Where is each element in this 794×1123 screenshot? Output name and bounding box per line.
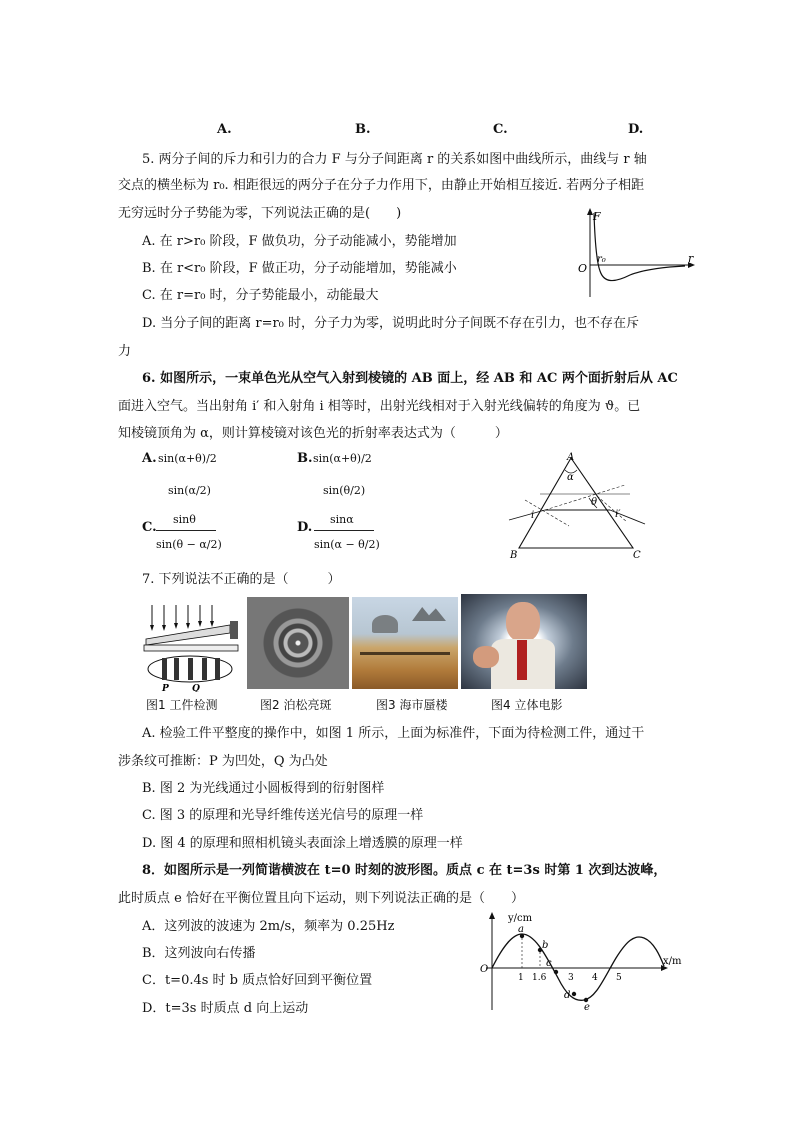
q7-option-b: B. 图 2 为光线通过小圆板得到的衍射图样 bbox=[142, 781, 385, 796]
q7-fig4-3d-movie-image bbox=[461, 594, 587, 689]
q6-prism-vertex-b: B bbox=[510, 550, 518, 561]
q8-graph-tick-1-6: 1.6 bbox=[532, 973, 547, 983]
q7-option-a-line1: A. 检验工件平整度的操作中，如图 1 所示，上面为标准件，下面为待检测工件，通过干 bbox=[142, 726, 645, 741]
q8-graph-point-c: c bbox=[546, 958, 552, 969]
q7-fig3-mirage-image bbox=[352, 597, 458, 689]
q8-graph-point-d: d bbox=[564, 990, 571, 1001]
q6-prism-alpha: α bbox=[567, 472, 574, 483]
q8-graph-point-b: b bbox=[542, 940, 549, 951]
q8-wave-graph bbox=[478, 908, 690, 1012]
q5-stem-line2: 交点的横坐标为 r₀. 相距很远的两分子在分子力作用下，由静止开始相互接近. 若两分子相距 bbox=[118, 178, 645, 193]
q5-stem-line3: 无穷远时分子势能为零，下列说法正确的是( ) bbox=[118, 206, 402, 221]
q8-graph-x-label: x/m bbox=[663, 956, 682, 967]
q7-fig1-caption: 图1 工件检测 bbox=[146, 698, 218, 712]
q7-fig1-workpiece-test bbox=[142, 597, 242, 692]
q8-stem-line1: 8．如图所示是一列简谐横波在 t=0 时刻的波形图。质点 c 在 t=3s 时第 1 次到达波峰， bbox=[142, 863, 667, 878]
q6-option-d-fraction-bar bbox=[314, 530, 374, 531]
q8-option-d: D．t=3s 时质点 d 向上运动 bbox=[142, 1001, 309, 1016]
q8-graph-point-a: a bbox=[518, 924, 524, 935]
q6-option-a-numerator: sin(α+θ)/2 bbox=[158, 452, 217, 465]
q6-option-b-numerator: sin(α+θ)/2 bbox=[313, 452, 372, 465]
q6-option-c-label: C. bbox=[142, 520, 157, 535]
q8-graph-point-e: e bbox=[584, 1002, 590, 1012]
q7-fig4-caption: 图4 立体电影 bbox=[491, 698, 563, 712]
q7-fig2-caption: 图2 泊松亮斑 bbox=[260, 698, 332, 712]
q6-option-a-denominator: sin(α/2) bbox=[168, 484, 211, 497]
q6-option-b-label: B. bbox=[297, 451, 313, 466]
q6-option-c-fraction-bar bbox=[156, 530, 216, 531]
q7-fig3-caption: 图3 海市蜃楼 bbox=[376, 698, 448, 712]
q6-prism-vertex-c: C bbox=[633, 550, 641, 561]
q6-option-d-denominator: sin(α − θ/2) bbox=[314, 538, 380, 551]
q7-option-c: C. 图 3 的原理和光导纤维传送光信号的原理一样 bbox=[142, 808, 424, 823]
q5-option-c: C. 在 r=r₀ 时，分子势能最小，动能最大 bbox=[142, 288, 379, 303]
q8-graph-tick-3: 3 bbox=[568, 973, 574, 983]
q5-graph-origin: O bbox=[578, 262, 588, 275]
q5-option-b: B. 在 r<r₀ 阶段，F 做正功，分子动能增加，势能减小 bbox=[142, 261, 457, 276]
q8-option-a: A．这列波的波速为 2m/s，频率为 0.25Hz bbox=[142, 919, 395, 934]
q6-option-c-denominator: sin(θ − α/2) bbox=[156, 538, 222, 551]
q8-option-c: C．t=0.4s 时 b 质点恰好回到平衡位置 bbox=[142, 973, 373, 988]
q6-option-a-label: A. bbox=[142, 451, 157, 466]
q4-choice-c: C. bbox=[493, 122, 508, 137]
q8-graph-tick-5: 5 bbox=[616, 973, 622, 983]
q5-graph-y-label: F bbox=[593, 210, 601, 223]
q7-option-a-line2: 涉条纹可推断：P 为凹处，Q 为凸处 bbox=[118, 754, 328, 769]
q6-stem-line2: 面进入空气。当出射角 i′ 和入射角 i 相等时，出射光线相对于入射光线偏转的角度为 ϑ。已 bbox=[118, 399, 641, 414]
q6-option-d-numerator: sinα bbox=[330, 513, 354, 526]
q4-choice-a: A. bbox=[217, 122, 232, 137]
q4-choice-d: D. bbox=[628, 122, 644, 137]
q8-graph-y-label: y/cm bbox=[508, 913, 533, 924]
q8-stem-line2: 此时质点 e 恰好在平衡位置且向下运动，则下列说法正确的是（ ） bbox=[118, 891, 524, 906]
q8-graph-tick-4: 4 bbox=[592, 973, 598, 983]
q7-fig2-poisson-spot-image bbox=[247, 597, 349, 689]
q7-fig1-label-q: Q bbox=[192, 684, 200, 692]
q5-force-graph bbox=[570, 205, 700, 300]
q7-option-d: D. 图 4 的原理和照相机镜头表面涂上增透膜的原理一样 bbox=[142, 836, 463, 851]
q5-option-a: A. 在 r>r₀ 阶段，F 做负功，分子动能减小，势能增加 bbox=[142, 234, 457, 249]
q5-graph-r0: r₀ bbox=[597, 254, 606, 265]
q5-stem-line1: 5. 两分子间的斥力和引力的合力 F 与分子间距离 r 的关系如图中曲线所示，曲线与 r 轴 bbox=[142, 152, 647, 167]
q5-option-d-line2: 力 bbox=[118, 344, 132, 359]
q6-stem-line1: 6. 如图所示，一束单色光从空气入射到棱镜的 AB 面上，经 AB 和 AC 两个面折射后从 AC bbox=[142, 371, 678, 386]
q6-option-b-denominator: sin(θ/2) bbox=[323, 484, 366, 497]
q6-prism-theta: θ bbox=[591, 497, 598, 508]
q6-prism-vertex-a: A bbox=[567, 452, 575, 463]
q7-fig1-label-p: P bbox=[162, 684, 169, 692]
q5-graph-x-label: r bbox=[688, 252, 694, 265]
q5-option-d-line1: D. 当分子间的距离 r=r₀ 时，分子力为零，说明此时分子间既不存在引力，也不存在斥 bbox=[142, 316, 640, 331]
q6-prism-diagram bbox=[505, 450, 650, 562]
q6-prism-exit-angle: i′ bbox=[615, 509, 621, 520]
q7-stem: 7. 下列说法不正确的是（ ） bbox=[142, 572, 341, 587]
q6-prism-incident-angle: i bbox=[531, 510, 535, 521]
q8-graph-origin: O bbox=[480, 964, 489, 975]
q6-option-c-numerator: sinθ bbox=[173, 513, 196, 526]
q8-option-b: B．这列波向右传播 bbox=[142, 946, 256, 961]
q6-stem-line3: 知棱镜顶角为 α，则计算棱镜对该色光的折射率表达式为（ ） bbox=[118, 426, 508, 441]
q8-graph-tick-1: 1 bbox=[518, 973, 524, 983]
q6-option-d-label: D. bbox=[297, 520, 313, 535]
q4-choice-b: B. bbox=[355, 122, 371, 137]
